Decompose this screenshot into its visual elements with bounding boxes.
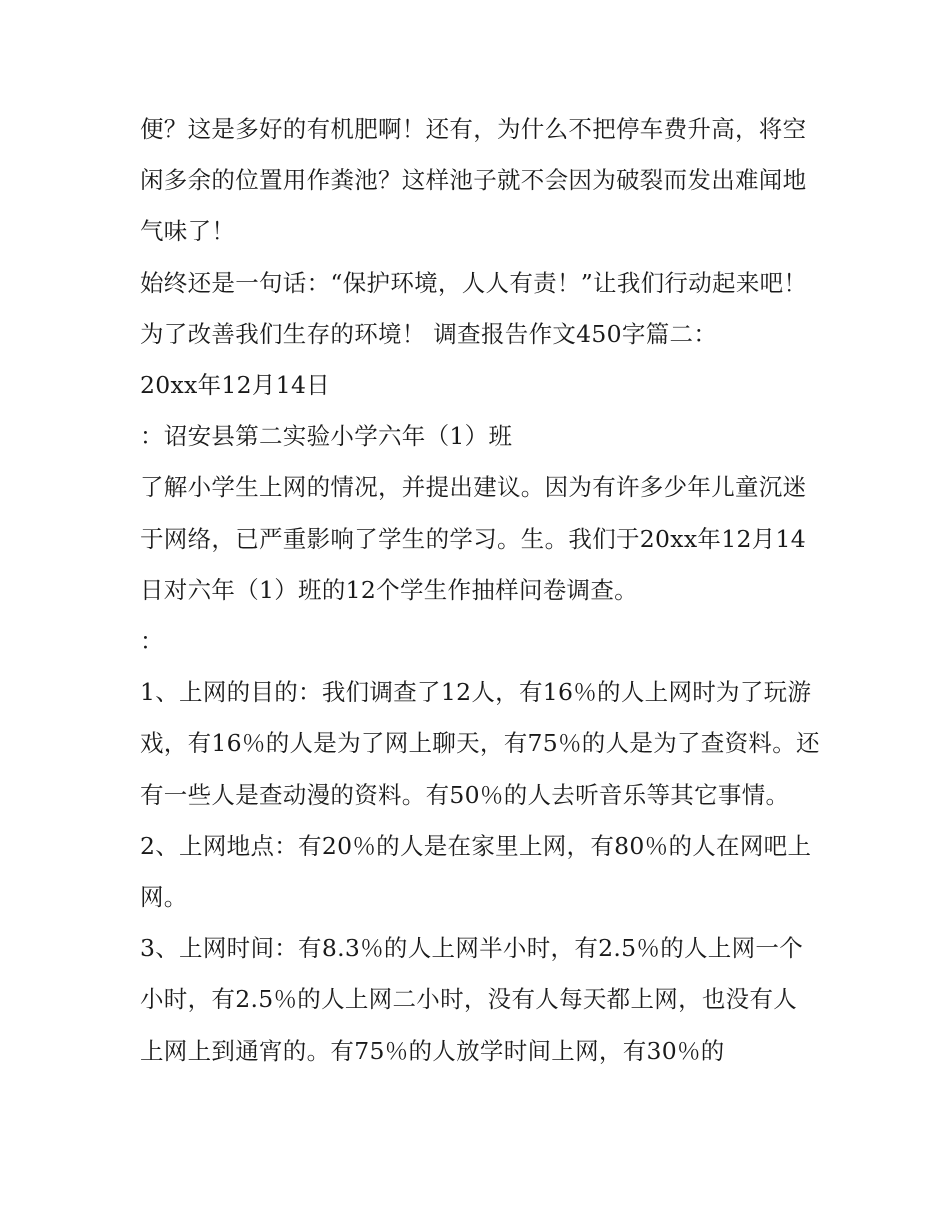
paragraph-colon: ： bbox=[140, 627, 164, 656]
paragraph-1: 便？这是多好的有机肥啊！还有，为什么不把停车费升高，将空闲多余的位置用作粪池？这样池子就不会因为破裂而发出难闻地气味了！ bbox=[140, 115, 807, 246]
paragraph-date: 20xx年12月14日 bbox=[140, 371, 331, 400]
paragraph-2: 始终还是一句话：“保护环境，人人有责！”让我们行动起来吧！为了改善我们生存的环境！ 调查报告作文450字篇二： bbox=[140, 268, 808, 348]
paragraph-class: ：诏安县第二实验小学六年（1）班 bbox=[140, 422, 513, 451]
paragraph-item-1: 1、上网的目的：我们调查了12人，有16％的人上网时为了玩游戏，有16％的人是为了网上聊天，有75％的人是为了查资料。还有一些人是查动漫的资料。有50％的人去听音乐等其它事情。 bbox=[140, 678, 820, 809]
paragraph-item-2: 2、上网地点：有20％的人是在家里上网，有80％的人在网吧上网。 bbox=[140, 831, 812, 912]
document-body bbox=[140, 104, 820, 1077]
paragraph-purpose: 了解小学生上网的情况，并提出建议。因为有许多少年儿童沉迷于网络，已严重影响了学生的学习。生。我们于20xx年12月14日对六年（1）班的12个学生作抽样问卷调查。 bbox=[140, 473, 807, 604]
paragraph-item-3: 3、上网时间：有8.3％的人上网半小时，有2.5％的人上网一个小时，有2.5％的人上网二小时，没有人每天都上网，也没有人上网上到通宵的。有75％的人放学时间上网，有30％的 bbox=[140, 934, 803, 1065]
